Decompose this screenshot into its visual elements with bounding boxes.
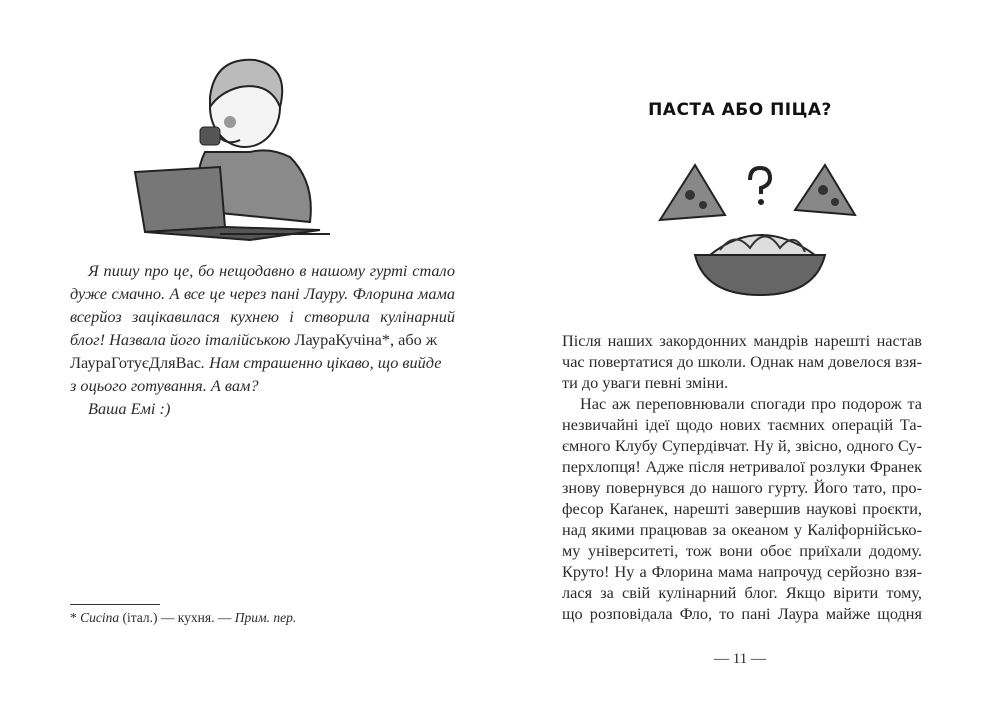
footnote [70,610,296,626]
letter-line [70,330,455,350]
body-line: перхлопця! Адже після нетривалої розлуки Франек [562,457,922,476]
body-line: Круто! Ну а Флорина мама напрочуд серйозно взя- [562,562,922,581]
body-line: над якими працював за океаном у Каліфорнійсько- [562,520,922,539]
footnote-marker: * [70,610,81,625]
body-line: незвичайні ідеї щодо нових таємних операцій Та- [562,415,922,434]
body-line: ємного Клубу Супердівчат. Ну й, звісно, одного Су- [562,436,922,455]
body-line: Нас аж переповнювали спогади про подорож та [580,394,922,413]
letter-line: з оцього готування. А вам? [70,376,259,395]
page-number: — 11 — [714,651,766,667]
footnote-rule [70,604,160,605]
letter-line [70,353,455,373]
letter-text: . Нам страшенно цікаво, що вийде [200,353,442,372]
blog-name: ЛаураГотуєДляВас [70,353,201,372]
body-line: ти до уваги певні зміни. [562,373,729,392]
woman-laptop-illustration [130,52,330,242]
footnote-ref: *, або ж [381,330,438,349]
blog-name: ЛаураКучіна [294,330,382,349]
letter-text: блог! Назвала його італійською [70,330,295,349]
pizza-pasta-illustration [655,160,865,300]
footnote-text: (італ.) — кухня. — [119,610,235,625]
footnote-note: Прим. пер. [234,610,297,625]
body-line: фесор Каґанек, нарешті завершив наукові проєкти, [562,499,922,518]
body-line: му університеті, тож вони обоє приїхали додому. [562,541,922,560]
body-line: час повертатися до школи. Однак нам довелося взя- [562,352,922,371]
footnote-word: Cucina [80,610,120,625]
body-line: знову повернувся до нашого гурту. Його тато, про- [562,478,922,497]
chapter-heading: ПАСТА АБО ПІЦА? [648,100,832,120]
letter-signature: Ваша Емі :) [88,399,171,418]
body-line: що розповідала Фло, то пані Лаура майже щодня [562,604,922,623]
body-line: Після наших закордонних мандрів нарешті настав [562,331,922,350]
letter-line: Я пишу про це, бо нещодавно в нашому гурті стало [88,261,455,280]
letter-line: дуже смачно. А все це через пані Лауру. Флорина мама [70,284,455,303]
body-line: лася за свій кулінарний блог. Якщо вірити тому, [562,583,922,602]
letter-line: всерйоз зацікавилася кухнею і створила кулінарний [70,307,455,326]
